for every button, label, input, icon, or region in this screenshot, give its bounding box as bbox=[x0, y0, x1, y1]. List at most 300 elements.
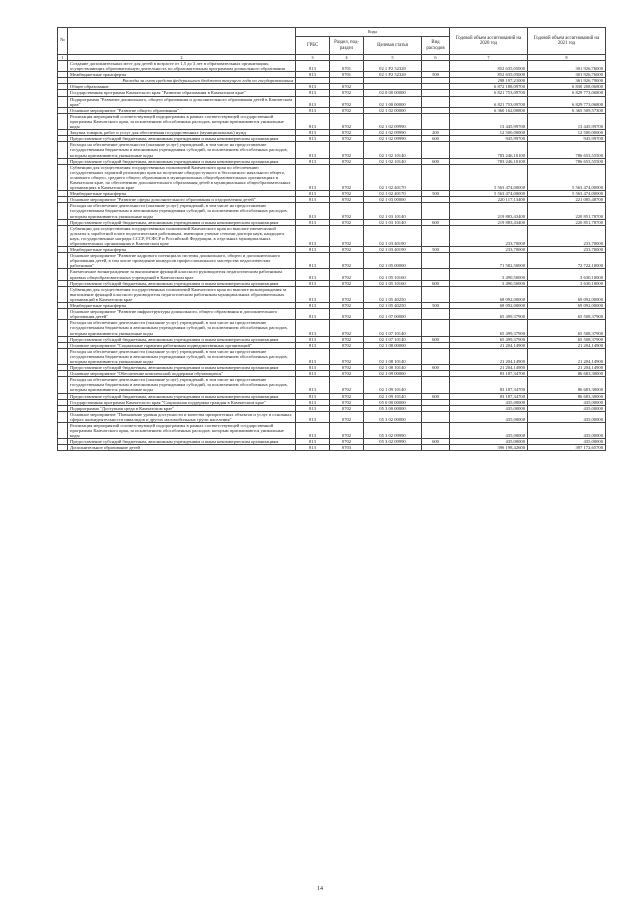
row-2021-cell: 5 563 474,00000 bbox=[528, 191, 606, 197]
row-name-cell: Закупка товаров, работ и услуг для обеспечения государственных (муниципальных) нужд bbox=[68, 130, 296, 136]
column-index-cell: 5 bbox=[364, 55, 422, 61]
row-2021-cell: 435,00000 bbox=[528, 439, 606, 445]
page-number: 14 bbox=[317, 886, 323, 892]
row-2020-cell: 65 499,37900 bbox=[450, 309, 528, 320]
table-row bbox=[58, 61, 606, 72]
row-grbs-cell: 813 bbox=[296, 411, 330, 422]
row-target-cell: 02 1 08 10140 bbox=[364, 365, 422, 371]
row-2021-cell: 435,00000 bbox=[528, 411, 606, 422]
row-section-cell: 0702 bbox=[330, 96, 364, 107]
row-grbs-cell: 813 bbox=[296, 90, 330, 96]
row-target-cell: 02 1 03 40190 bbox=[364, 247, 422, 253]
row-target-cell: 02 1 07 00000 bbox=[364, 309, 422, 320]
row-2020-cell: 21 204,14900 bbox=[450, 365, 528, 371]
table-row bbox=[58, 253, 606, 269]
row-target-cell: 02 1 03 40190 bbox=[364, 225, 422, 246]
row-2021-cell: 3 630,10000 bbox=[528, 269, 606, 280]
row-2021-cell: 69 092,00000 bbox=[528, 286, 606, 302]
row-2020-cell: 396 198,42600 bbox=[450, 445, 528, 451]
row-section-cell: 0702 bbox=[330, 371, 364, 377]
row-2021-cell: 233,70000 bbox=[528, 247, 606, 253]
row-target-cell: 02 1 07 10140 bbox=[364, 336, 422, 342]
row-target-cell: 02 1 08 10140 bbox=[364, 348, 422, 364]
row-grbs-cell: 813 bbox=[296, 164, 330, 190]
header-expense: Вид расходов bbox=[422, 37, 450, 55]
row-num-cell bbox=[58, 423, 68, 439]
row-grbs-cell: 813 bbox=[296, 197, 330, 203]
row-num-cell bbox=[58, 203, 68, 219]
row-section-cell: 0702 bbox=[330, 158, 364, 164]
row-2021-cell: 86 683,30000 bbox=[528, 371, 606, 377]
row-section-cell: 0702 bbox=[330, 439, 364, 445]
row-name-cell: Расходы на обеспечение деятельности (оказание услуг) учреждений, в том числе на предоставление государственным бюджетным и автономным учреждениям субсидий, за исключением обособленных расходов, которым присваиваются уникальные коды bbox=[68, 320, 296, 336]
row-target-cell: 02 1 09 10140 bbox=[364, 377, 422, 393]
row-expense-cell: 500 bbox=[422, 247, 450, 253]
row-section-cell: 0702 bbox=[330, 336, 364, 342]
header-2021: Годовой объем ассигнований на 2021 год bbox=[528, 28, 606, 55]
budget-table bbox=[57, 27, 606, 451]
row-2020-cell: 13 445,99700 bbox=[450, 113, 528, 129]
row-expense-cell bbox=[422, 96, 450, 107]
table-row bbox=[58, 423, 606, 439]
row-section-cell: 0702 bbox=[330, 423, 364, 439]
row-target-cell: 02 1 05 10160 bbox=[364, 280, 422, 286]
row-2020-cell: 83 187,34700 bbox=[450, 377, 528, 393]
row-num-cell bbox=[58, 348, 68, 364]
row-target-cell: 05 3 02 09990 bbox=[364, 423, 422, 439]
row-expense-cell: 600 bbox=[422, 219, 450, 225]
row-expense-cell bbox=[422, 348, 450, 364]
row-2020-cell: 3 490,50000 bbox=[450, 269, 528, 280]
row-2021-cell: 86 683,30000 bbox=[528, 377, 606, 393]
row-expense-cell: 600 bbox=[422, 439, 450, 445]
row-target-cell bbox=[364, 445, 422, 451]
column-index-cell: 6 bbox=[422, 55, 450, 61]
row-2020-cell: 435,00000 bbox=[450, 405, 528, 411]
row-target-cell: 02 1 02 09990 bbox=[364, 130, 422, 136]
row-name-cell: Основное мероприятие "Развитие кадрового потенциала системы дошкольного, общего и дополнительного образования детей, в том числе проведение конкурсов профессионального мастерства педагогических работников" bbox=[68, 253, 296, 269]
table-row bbox=[58, 269, 606, 280]
row-section-cell: 0702 bbox=[330, 191, 364, 197]
row-grbs-cell: 813 bbox=[296, 286, 330, 302]
row-name-cell: Предоставление субсидий бюджетным, автономным учреждениям и иным некоммерческим организациям bbox=[68, 365, 296, 371]
row-section-cell: 0702 bbox=[330, 405, 364, 411]
row-target-cell: 02 1 03 10140 bbox=[364, 219, 422, 225]
column-index-cell: 3 bbox=[296, 55, 330, 61]
row-num-cell bbox=[58, 164, 68, 190]
row-name-cell: Межбюджетные трансферты bbox=[68, 72, 296, 78]
row-expense-cell bbox=[422, 320, 450, 336]
row-num-cell bbox=[58, 411, 68, 422]
table-row bbox=[58, 164, 606, 190]
row-2021-cell: 221 085,48700 bbox=[528, 197, 606, 203]
row-name-cell: Подпрограмма "Развитие дошкольного, общего образования и дополнительного образования детей в Камчатском крае" bbox=[68, 96, 296, 107]
row-section-cell: 0702 bbox=[330, 90, 364, 96]
row-num-cell bbox=[58, 61, 68, 72]
row-2021-cell: 65 508,37900 bbox=[528, 309, 606, 320]
row-grbs-cell: 813 bbox=[296, 336, 330, 342]
column-index-cell: 7 bbox=[450, 55, 528, 61]
row-2020-cell: 83 187,34700 bbox=[450, 393, 528, 399]
row-expense-cell: 200 bbox=[422, 130, 450, 136]
row-section-cell: 0702 bbox=[330, 164, 364, 190]
row-target-cell: 02 1 00 00000 bbox=[364, 96, 422, 107]
row-expense-cell bbox=[422, 164, 450, 190]
row-num-cell bbox=[58, 320, 68, 336]
row-2020-cell: 6 821 753,09700 bbox=[450, 90, 528, 96]
row-2020-cell: 435,00000 bbox=[450, 423, 528, 439]
row-expense-cell: 600 bbox=[422, 280, 450, 286]
row-grbs-cell: 813 bbox=[296, 269, 330, 280]
row-grbs-cell: 813 bbox=[296, 309, 330, 320]
row-2021-cell: 301 926,76000 bbox=[528, 72, 606, 78]
row-name-cell: Субвенции для осуществления государственных полномочий Камчатского края по выплате ежемесячной доплаты к заработной плате педагогическим работникам, имеющим ученые степени доктора наук, кандидата наук, государственные награды СССР, РСФСР и Российской Федерации, в отдельных муниципальных образовательных организациях в Камчатском крае bbox=[68, 225, 296, 246]
row-grbs-cell: 813 bbox=[296, 203, 330, 219]
row-grbs-cell: 813 bbox=[296, 303, 330, 309]
table-row bbox=[58, 225, 606, 246]
row-grbs-cell: 813 bbox=[296, 191, 330, 197]
row-name-cell: Расходы на обеспечение деятельности (оказание услуг) учреждений, в том числе на предоставление государственным бюджетным и автономным учреждениям субсидий, за исключением обособленных расходов, которым присваиваются уникальные коды bbox=[68, 348, 296, 364]
table-body bbox=[58, 61, 606, 451]
row-grbs-cell: 813 bbox=[296, 61, 330, 72]
row-2020-cell: 219 883,43400 bbox=[450, 219, 528, 225]
row-section-cell: 0701 bbox=[330, 72, 364, 78]
row-grbs-cell: 813 bbox=[296, 72, 330, 78]
row-2021-cell: 435,00000 bbox=[528, 405, 606, 411]
row-2021-cell: 6 365 509,57300 bbox=[528, 107, 606, 113]
row-target-cell: 02 1 03 10140 bbox=[364, 203, 422, 219]
row-name-cell: Межбюджетные трансферты bbox=[68, 303, 296, 309]
row-num-cell bbox=[58, 269, 68, 280]
row-2020-cell: 21 204,14900 bbox=[450, 342, 528, 348]
table-row bbox=[58, 411, 606, 422]
row-num-cell bbox=[58, 286, 68, 302]
row-target-cell: 02 1 05 40250 bbox=[364, 286, 422, 302]
row-name-cell: Предоставление субсидий бюджетным, автономным учреждениям и иным некоммерческим организациям bbox=[68, 393, 296, 399]
row-name-cell: Субвенции для осуществления государственных полномочий Камчатского края по обеспечению государственных гарантий реализации прав на получение общедоступного и бесплатного начального общего, основного общего, среднего общего образования в муниципальных общеобразовательных организациях в Камчатском крае, по обеспечению дополнительного образования детей в муниципальных общеобразовательных организациях в Камчатском крае bbox=[68, 164, 296, 190]
row-grbs-cell: 813 bbox=[296, 377, 330, 393]
row-grbs-cell: 813 bbox=[296, 96, 330, 107]
row-target-cell: 02 1 P2 52320 bbox=[364, 61, 422, 72]
row-name-cell: Подпрограмма "Доступная среда в Камчатском крае" bbox=[68, 405, 296, 411]
table-row bbox=[58, 377, 606, 393]
header-num: № bbox=[58, 28, 68, 55]
row-2021-cell: 6 830 208,06800 bbox=[528, 84, 606, 90]
row-section-cell: 0702 bbox=[330, 136, 364, 142]
row-grbs-cell: 813 bbox=[296, 371, 330, 377]
row-section-cell: 0702 bbox=[330, 142, 364, 158]
row-2021-cell: 786 653,55500 bbox=[528, 142, 606, 158]
row-target-cell: 02 1 09 00000 bbox=[364, 371, 422, 377]
row-section-cell: 0702 bbox=[330, 203, 364, 219]
row-target-cell: 02 1 02 09990 bbox=[364, 113, 422, 129]
table-row bbox=[58, 113, 606, 129]
row-name-cell: Межбюджетные трансферты bbox=[68, 247, 296, 253]
row-section-cell: 0702 bbox=[330, 130, 364, 136]
row-2021-cell: 69 092,00000 bbox=[528, 303, 606, 309]
row-grbs-cell: 813 bbox=[296, 113, 330, 129]
row-2021-cell: 397 172,65700 bbox=[528, 445, 606, 451]
row-expense-cell bbox=[422, 269, 450, 280]
row-grbs-cell: 813 bbox=[296, 439, 330, 445]
row-section-cell: 0702 bbox=[330, 247, 364, 253]
row-section-cell: 0701 bbox=[330, 61, 364, 72]
row-num-cell bbox=[58, 142, 68, 158]
row-2020-cell: 783 246,10100 bbox=[450, 142, 528, 158]
row-grbs-cell: 813 bbox=[296, 136, 330, 142]
row-2021-cell: 65 508,37900 bbox=[528, 336, 606, 342]
row-num-cell bbox=[58, 113, 68, 129]
row-2020-cell: 298 197,21000 bbox=[450, 78, 528, 84]
row-2021-cell: 21 204,14900 bbox=[528, 342, 606, 348]
budget-table-page bbox=[57, 27, 605, 451]
row-section-cell: 0702 bbox=[330, 286, 364, 302]
row-2020-cell: 65 499,37900 bbox=[450, 336, 528, 342]
row-num-cell bbox=[58, 225, 68, 246]
table-row bbox=[58, 96, 606, 107]
row-2020-cell: 435,00000 bbox=[450, 439, 528, 445]
row-2021-cell: 65 508,37900 bbox=[528, 320, 606, 336]
header-codes-group: Коды bbox=[296, 28, 450, 37]
row-grbs-cell: 813 bbox=[296, 158, 330, 164]
row-2020-cell: 83 187,34700 bbox=[450, 371, 528, 377]
row-target-cell: 02 1 02 10140 bbox=[364, 158, 422, 164]
row-expense-cell: 600 bbox=[422, 158, 450, 164]
row-target-cell: 02 1 07 10140 bbox=[364, 320, 422, 336]
table-header-row bbox=[58, 28, 606, 37]
row-expense-cell: 600 bbox=[422, 365, 450, 371]
row-target-cell: 02 1 02 40170 bbox=[364, 191, 422, 197]
row-2020-cell: 6 821 753,09700 bbox=[450, 96, 528, 107]
row-section-cell: 0702 bbox=[330, 348, 364, 364]
row-name-cell: Предоставление субсидий бюджетным, автономным учреждениям и иным некоммерческим организациям bbox=[68, 439, 296, 445]
row-2021-cell: 72 722,10000 bbox=[528, 253, 606, 269]
row-2020-cell: 219 883,43400 bbox=[450, 203, 528, 219]
row-expense-cell bbox=[422, 445, 450, 451]
row-expense-cell bbox=[422, 142, 450, 158]
row-section-cell: 0702 bbox=[330, 84, 364, 90]
row-expense-cell: 500 bbox=[422, 72, 450, 78]
row-target-cell: 02 1 02 00000 bbox=[364, 107, 422, 113]
row-name-cell: Общее образование bbox=[68, 84, 296, 90]
header-target: Целевая статья bbox=[364, 37, 422, 55]
row-name-cell: Предоставление субсидий бюджетным, автономным учреждениям и иным некоммерческим организациям bbox=[68, 336, 296, 342]
table-row bbox=[58, 309, 606, 320]
column-index-cell: 1 bbox=[58, 55, 68, 61]
row-2020-cell: 5 563 474,00000 bbox=[450, 191, 528, 197]
row-name-cell: Государственная программа Камчатского края "Развитие образования в Камчатском крае" bbox=[68, 90, 296, 96]
row-name-cell: Предоставление субсидий бюджетным, автономным учреждениям и иным некоммерческим организациям bbox=[68, 158, 296, 164]
row-2021-cell: 233,70000 bbox=[528, 225, 606, 246]
row-2020-cell: 945,99700 bbox=[450, 136, 528, 142]
row-target-cell: 02 1 02 10140 bbox=[364, 142, 422, 158]
header-grbs: ГРБС bbox=[296, 37, 330, 55]
row-name-cell: Основное мероприятие "Повышение уровня доступности и качества приоритетных объектов и услуг в основных сферах жизнедеятельности инвалидов и других маломобильных групп населения" bbox=[68, 411, 296, 422]
table-row bbox=[58, 445, 606, 451]
row-2021-cell: 435,00000 bbox=[528, 399, 606, 405]
row-num-cell bbox=[58, 96, 68, 107]
row-2021-cell: 3 630,10000 bbox=[528, 280, 606, 286]
row-2020-cell: 220 117,13400 bbox=[450, 197, 528, 203]
row-target-cell: 02 1 P2 52320 bbox=[364, 72, 422, 78]
row-grbs-cell: 813 bbox=[296, 130, 330, 136]
row-2020-cell: 435,00000 bbox=[450, 411, 528, 422]
row-section-cell: 0702 bbox=[330, 320, 364, 336]
row-name-cell: Предоставление субсидий бюджетным, автономным учреждениям и иным некоммерческим организациям bbox=[68, 280, 296, 286]
row-target-cell: 02 1 03 00000 bbox=[364, 197, 422, 203]
row-2021-cell: 6 829 773,06800 bbox=[528, 96, 606, 107]
row-section-cell: 0702 bbox=[330, 303, 364, 309]
row-2020-cell: 21 204,14900 bbox=[450, 348, 528, 364]
table-row bbox=[58, 203, 606, 219]
row-target-cell: 02 1 05 00000 bbox=[364, 253, 422, 269]
row-2020-cell: 65 499,37900 bbox=[450, 320, 528, 336]
row-2020-cell: 71 582,50000 bbox=[450, 253, 528, 269]
column-index-cell: 4 bbox=[330, 55, 364, 61]
row-name-cell: Расходы за счет средств федерального бюджета текущего года по государственным bbox=[68, 78, 296, 84]
row-2021-cell: 301 926,76000 bbox=[528, 61, 606, 72]
row-name-cell: Расходы на обеспечение деятельности (оказание услуг) учреждений, в том числе на предоставление государственным бюджетным и автономным учреждениям субсидий, за исключением обособленных расходов, которым присваиваются уникальные коды bbox=[68, 142, 296, 158]
row-name-cell: Основное мероприятие "Развитие сферы дополнительного образования и оздоровления детей" bbox=[68, 197, 296, 203]
row-grbs-cell: 813 bbox=[296, 399, 330, 405]
row-2021-cell: 220 851,78700 bbox=[528, 203, 606, 219]
row-expense-cell bbox=[422, 423, 450, 439]
row-section-cell: 0702 bbox=[330, 309, 364, 320]
row-2021-cell: 13 445,99700 bbox=[528, 113, 606, 129]
row-target-cell: 02 0 00 00000 bbox=[364, 90, 422, 96]
row-section-cell: 0703 bbox=[330, 445, 364, 451]
row-name-cell: Государственная программа Камчатского края "Социальная поддержка граждан в Камчатском крае" bbox=[68, 399, 296, 405]
row-section-cell: 0702 bbox=[330, 253, 364, 269]
row-target-cell: 05 3 02 09990 bbox=[364, 439, 422, 445]
row-grbs-cell: 813 bbox=[296, 445, 330, 451]
row-grbs-cell: 813 bbox=[296, 393, 330, 399]
row-expense-cell: 500 bbox=[422, 191, 450, 197]
row-2020-cell: 3 490,50000 bbox=[450, 280, 528, 286]
row-num-cell bbox=[58, 309, 68, 320]
row-2021-cell: 945,99700 bbox=[528, 136, 606, 142]
row-2020-cell: 6 872 188,09700 bbox=[450, 84, 528, 90]
column-index-cell: 8 bbox=[528, 55, 606, 61]
row-expense-cell bbox=[422, 411, 450, 422]
row-name-cell: Межбюджетные трансферты bbox=[68, 191, 296, 197]
row-name-cell: Основное мероприятие "Развитие инфраструктуры дошкольного, общего образования и дополнительного образования детей" bbox=[68, 309, 296, 320]
row-grbs-cell: 813 bbox=[296, 342, 330, 348]
row-name-cell: Расходы на обеспечение деятельности (оказание услуг) учреждений, в том числе на предоставление государственным бюджетным и автономным учреждениям субсидий, за исключением обособленных расходов, которым присваиваются уникальные коды bbox=[68, 377, 296, 393]
row-target-cell: 02 1 02 09990 bbox=[364, 136, 422, 142]
table-row bbox=[58, 348, 606, 364]
row-2021-cell: 361 926,79000 bbox=[528, 78, 606, 84]
row-grbs-cell: 813 bbox=[296, 247, 330, 253]
row-2020-cell: 12 500,00000 bbox=[450, 130, 528, 136]
row-name-cell: Предоставление субсидий бюджетным, автономным учреждениям и иным некоммерческим организациям bbox=[68, 219, 296, 225]
row-name-cell: Основное мероприятие "Развитие общего образования" bbox=[68, 107, 296, 113]
row-target-cell: 05 0 00 00000 bbox=[364, 399, 422, 405]
row-2021-cell: 435,00000 bbox=[528, 423, 606, 439]
row-2020-cell: 233,70000 bbox=[450, 247, 528, 253]
row-grbs-cell: 813 bbox=[296, 225, 330, 246]
row-section-cell: 0702 bbox=[330, 197, 364, 203]
row-expense-cell bbox=[422, 61, 450, 72]
row-2021-cell: 21 204,14900 bbox=[528, 348, 606, 364]
row-target-cell: 02 1 05 10160 bbox=[364, 269, 422, 280]
row-section-cell: 0702 bbox=[330, 393, 364, 399]
row-target-cell: 05 3 02 00000 bbox=[364, 411, 422, 422]
header-2020: Годовой объем ассигнований на 2020 год bbox=[450, 28, 528, 55]
row-expense-cell bbox=[422, 225, 450, 246]
row-grbs-cell: 813 bbox=[296, 320, 330, 336]
row-expense-cell: 600 bbox=[422, 336, 450, 342]
row-2021-cell: 21 204,14900 bbox=[528, 365, 606, 371]
row-section-cell: 0702 bbox=[330, 411, 364, 422]
row-2020-cell: 435,00000 bbox=[450, 399, 528, 405]
row-expense-cell: 600 bbox=[422, 393, 450, 399]
row-section-cell: 0702 bbox=[330, 107, 364, 113]
row-num-cell bbox=[58, 253, 68, 269]
row-2021-cell: 786 653,55500 bbox=[528, 158, 606, 164]
row-section-cell: 0702 bbox=[330, 219, 364, 225]
row-expense-cell: 500 bbox=[422, 303, 450, 309]
row-expense-cell bbox=[422, 113, 450, 129]
row-name-cell: Создание дополнительных мест для детей в возрасте от 1,5 до 3 лет в образовательных организациях, осуществляющих образовательную деятельность по образовательным программам дошкольного образования bbox=[68, 61, 296, 72]
row-2020-cell: 852 635,05000 bbox=[450, 72, 528, 78]
row-expense-cell: 600 bbox=[422, 136, 450, 142]
row-expense-cell bbox=[422, 309, 450, 320]
row-target-cell: 02 1 02 40170 bbox=[364, 164, 422, 190]
row-grbs-cell: 813 bbox=[296, 365, 330, 371]
row-2021-cell: 5 563 474,00000 bbox=[528, 164, 606, 190]
row-num-cell bbox=[58, 377, 68, 393]
row-name-cell: Расходы на обеспечение деятельности (оказание услуг) учреждений, в том числе на предоставление государственным бюджетным и автономным учреждениям субсидий, за исключением обособленных расходов, которым присваиваются уникальные коды bbox=[68, 203, 296, 219]
row-name-cell: Основное мероприятие "Обеспечение комплексной поддержки обучающихся" bbox=[68, 371, 296, 377]
row-grbs-cell: 813 bbox=[296, 423, 330, 439]
row-2021-cell: 12 500,00000 bbox=[528, 130, 606, 136]
table-row bbox=[58, 142, 606, 158]
row-2020-cell: 783 246,10100 bbox=[450, 158, 528, 164]
row-2020-cell: 6 360 162,00800 bbox=[450, 107, 528, 113]
row-section-cell: 0702 bbox=[330, 365, 364, 371]
table-row bbox=[58, 320, 606, 336]
row-name-cell: Дополнительное образование детей bbox=[68, 445, 296, 451]
row-section-cell: 0702 bbox=[330, 280, 364, 286]
row-grbs-cell: 813 bbox=[296, 405, 330, 411]
row-2021-cell: 86 683,30000 bbox=[528, 393, 606, 399]
row-grbs-cell: 813 bbox=[296, 348, 330, 364]
column-index-cell: 2 bbox=[68, 55, 296, 61]
row-section-cell: 0702 bbox=[330, 342, 364, 348]
row-2020-cell: 68 092,00000 bbox=[450, 286, 528, 302]
row-name-cell: Субвенции для осуществления государственных полномочий Камчатского края по выплате вознаграждения за выполнение функций классного руководителя педагогическим работникам муниципальных образовательных организаций в Камчатском крае bbox=[68, 286, 296, 302]
row-name-cell: Основное мероприятие "Социальные гарантии работникам подведомственных организаций" bbox=[68, 342, 296, 348]
row-grbs-cell: 813 bbox=[296, 219, 330, 225]
row-expense-cell bbox=[422, 203, 450, 219]
row-2020-cell: 233,70000 bbox=[450, 225, 528, 246]
row-name-cell: Ежемесячное вознаграждение за выполнение функций классного руководителя педагогическим работникам краевых общеобразовательных учреждений в Камчатском крае bbox=[68, 269, 296, 280]
row-section-cell: 0702 bbox=[330, 225, 364, 246]
row-grbs-cell: 813 bbox=[296, 107, 330, 113]
row-name-cell: Реализация мероприятий соответствующей подпрограммы в рамках соответствующей государственной программы Камчатского края, за исключением обособленных расходов, которым присваиваются уникальные коды bbox=[68, 113, 296, 129]
row-section-cell: 0702 bbox=[330, 399, 364, 405]
row-grbs-cell: 813 bbox=[296, 142, 330, 158]
row-grbs-cell: 813 bbox=[296, 84, 330, 90]
row-section-cell: 0702 bbox=[330, 269, 364, 280]
row-expense-cell bbox=[422, 377, 450, 393]
row-2021-cell: 6 829 773,06800 bbox=[528, 90, 606, 96]
header-name bbox=[68, 28, 296, 55]
row-2021-cell: 220 851,78700 bbox=[528, 219, 606, 225]
row-2020-cell: 68 092,00000 bbox=[450, 303, 528, 309]
row-2020-cell: 852 635,05000 bbox=[450, 61, 528, 72]
